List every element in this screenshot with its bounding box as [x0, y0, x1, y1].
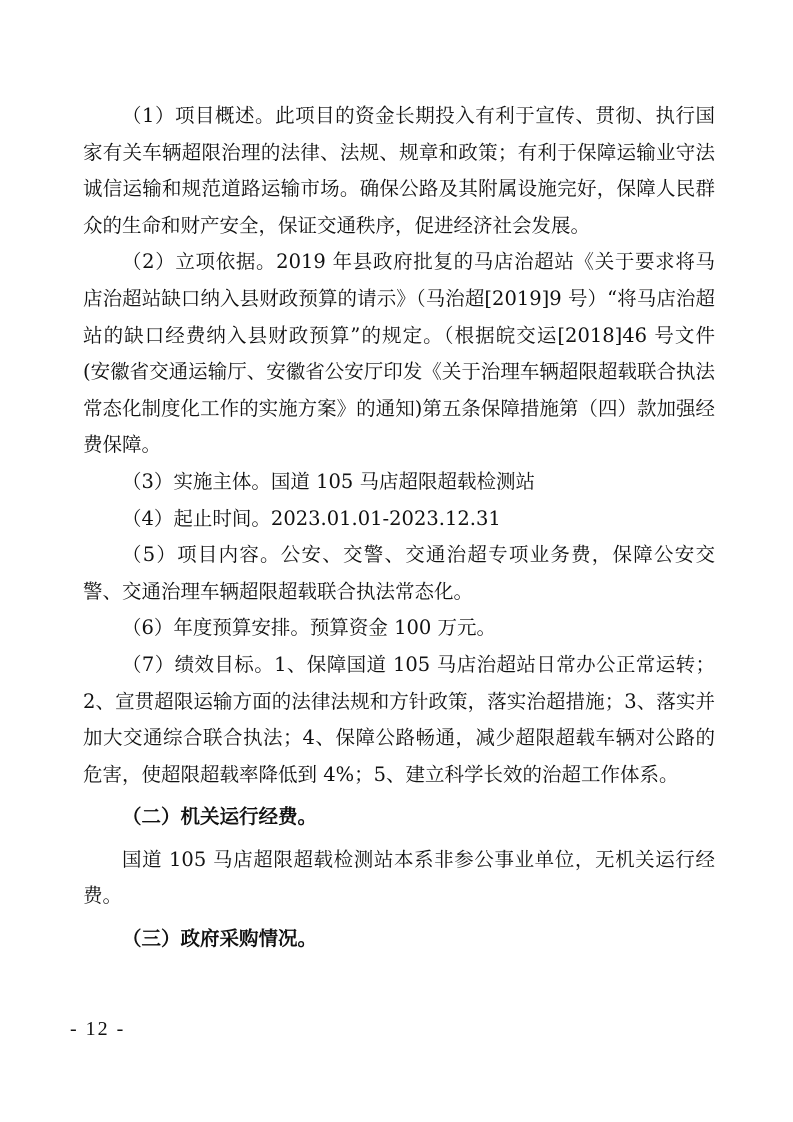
paragraph-project-content: （5）项目内容。公安、交警、交通治超专项业务费，保障公安交警、交通治理车辆超限超载联合执法常态化。 [83, 543, 715, 603]
section-heading-government-procurement: （三）政府采购情况。 [122, 927, 318, 951]
paragraph-annual-budget: （6）年度预算安排。预算资金 100 万元。 [122, 616, 497, 640]
paragraph-project-overview: （1）项目概述。此项目的资金长期投入有利于宣传、贯彻、执行国家有关车辆超限治理的法律、法规、规章和政策；有利于保障运输业守法诚信运输和规范道路运输市场。确保公路及其附属设施完好，保障人民群众的生命和财产安全，保证交通秩序，促进经济社会发展。 [83, 104, 715, 237]
document-body [83, 98, 715, 964]
paragraph-period: （4）起止时间。2023.01.01-2023.12.31 [122, 506, 501, 530]
paragraph-performance-goals: （7）绩效目标。1、保障国道 105 马店治超站日常办公正常运转；2、宣贯超限运输方面的法律法规和方针政策，落实治超措施；3、落实并加大交通综合联合执法；4、保障公路畅通，减少超限超载车辆对公路的危害，使超限超载率降低到 4%；5、建立科学长效的治超工作体系。 [83, 652, 715, 786]
page-number: - 12 - [70, 1018, 126, 1040]
section-heading-operating-expenses: （二）机关运行经费。 [122, 805, 318, 829]
paragraph-operating-expenses: 国道 105 马店超限超载检测站本系非参公事业单位，无机关运行经费。 [83, 847, 715, 908]
paragraph-implementing-entity: （3）实施主体。国道 105 马店超限超载检测站 [122, 469, 536, 493]
paragraph-project-basis: （2）立项依据。2019 年县政府批复的马店治超站《关于要求将马店治超站缺口纳入县财政预算的请示》（马治超[2019]9 号）“将马店治超站的缺口经费纳入县财政预算”的规定。（根据皖交运[2018]46 号文件 (安徽省交通运输厅、安徽省公安厅印发《关于治理车辆超限超载联合执法常态化制度化工作的实施方案》的通知)第五条保障措施第（四）款加强经费保障。 [83, 250, 715, 457]
